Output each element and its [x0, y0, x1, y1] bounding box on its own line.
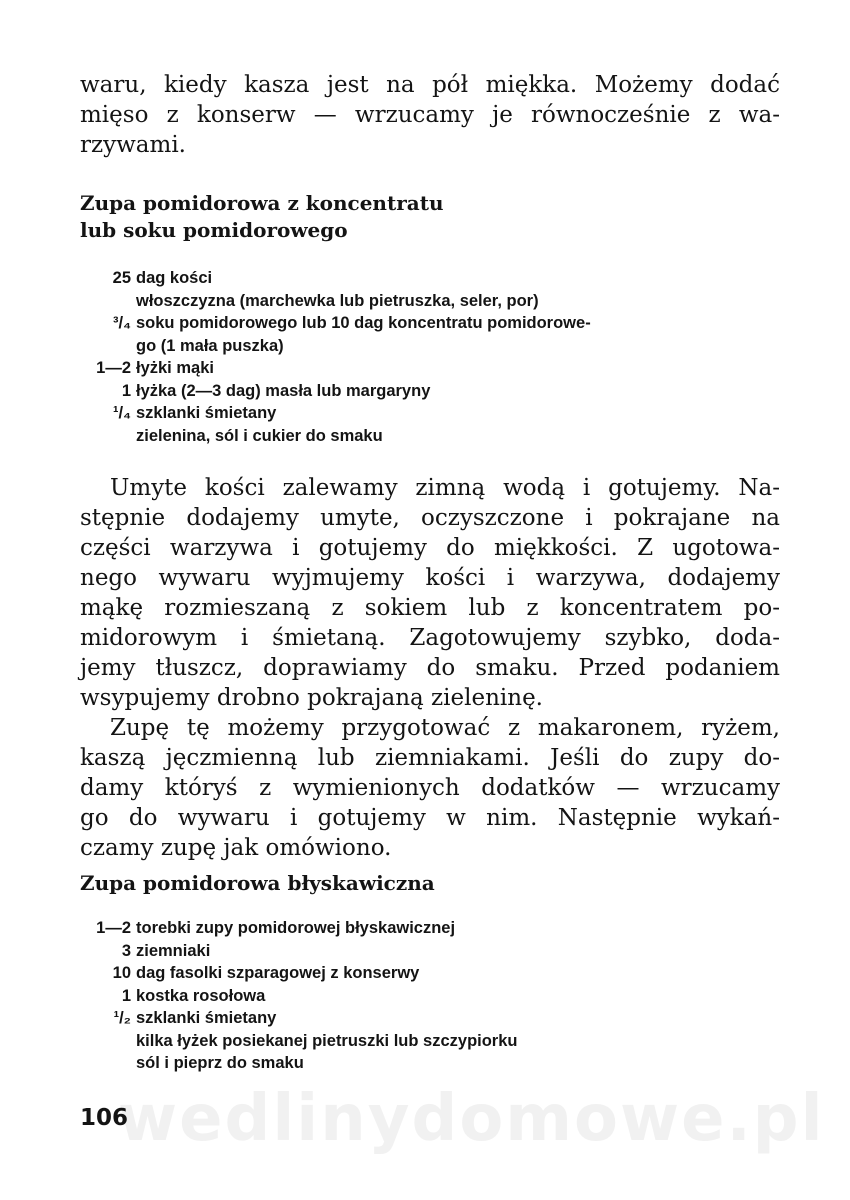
text-line: mięso z konserw — wrzucamy je równocześnie z wa- — [80, 102, 780, 128]
ingredient-text: torebki zupy pomidorowej błyskawicznej — [136, 919, 456, 937]
text-line: Zupę tę możemy przygotować z makaronem, ryżem, — [110, 715, 780, 741]
ingredient-item — [60, 917, 780, 940]
ingredient-item — [60, 1007, 780, 1030]
text-line: waru, kiedy kasza jest na pół miękka. Możemy dodać — [80, 72, 780, 98]
ingredient-item — [60, 380, 780, 403]
text-line: Umyte kości zalewamy zimną wodą i gotujemy. Na- — [110, 475, 780, 501]
ingredient-quantity: 3 — [121, 941, 131, 960]
text-line: go do wywaru i gotujemy w nim. Następnie wykań- — [80, 805, 780, 831]
ingredient-item — [60, 312, 780, 357]
ingredient-text: łyżki mąki — [136, 359, 214, 377]
ingredient-item — [60, 357, 780, 380]
ingredient-item — [60, 1052, 780, 1075]
ingredient-text: zielenina, sól i cukier do smaku — [136, 426, 383, 445]
text-line: wsypujemy drobno pokrajaną zieleninę. — [80, 685, 543, 711]
ingredient-quantity: 1 — [121, 986, 131, 1005]
recipe-title-tomato-concentrate: Zupa pomidorowa z koncentratu lub soku pomidorowego — [80, 191, 444, 242]
ingredient-quantity: 1—2 — [96, 359, 131, 377]
ingredient-text: ziemniaki — [136, 941, 211, 960]
watermark: wedlinydomowe.pl — [118, 1082, 825, 1156]
ingredient-item — [60, 1030, 780, 1053]
text-line: jemy tłuszcz, doprawiamy do smaku. Przed podaniem — [80, 655, 780, 681]
text-line: midorowym i śmietaną. Zagotowujemy szybko, doda- — [80, 625, 780, 651]
text-line: mąkę rozmieszaną z sokiem lub z koncentratem po- — [80, 595, 780, 621]
ingredient-item — [60, 985, 780, 1008]
ingredient-item — [60, 940, 780, 963]
ingredient-item — [60, 402, 780, 425]
intro-paragraph — [80, 70, 780, 160]
ingredient-item — [60, 290, 780, 313]
ingredient-text: łyżka (2—3 dag) masła lub margaryny — [136, 381, 431, 400]
ingredient-text: sól i pieprz do smaku — [136, 1054, 304, 1072]
text-line: nego wywaru wyjmujemy kości i warzywa, dodajemy — [80, 565, 780, 591]
ingredient-text: szklanki śmietany — [136, 1009, 277, 1027]
ingredient-text: kilka łyżek posiekanej pietruszki lub szczypiorku — [136, 1031, 518, 1050]
text-line: części warzywa i gotujemy do miękkości. Z ugotowa- — [80, 535, 780, 561]
ingredient-quantity: ³/₄ — [113, 314, 131, 332]
ingredient-quantity: ¹/₄ — [113, 404, 131, 422]
ingredient-quantity: 1 — [121, 381, 131, 400]
ingredient-text: dag fasolki szparagowej z konserwy — [136, 964, 420, 982]
ingredient-list-instant-tomato — [60, 917, 780, 1075]
page-number: 106 — [80, 1105, 129, 1131]
ingredient-item — [60, 267, 780, 290]
ingredient-text: szklanki śmietany — [136, 404, 277, 422]
ingredient-list-tomato-concentrate — [60, 267, 780, 447]
text-line: damy któryś z wymienionych dodatków — wrzucamy — [80, 775, 780, 801]
ingredient-text: kostka rosołowa — [136, 986, 266, 1005]
text-line: stępnie dodajemy umyte, oczyszczone i pokrajane na — [80, 505, 780, 531]
ingredient-quantity: ¹/₂ — [113, 1009, 131, 1027]
ingredient-text: dag kości — [136, 269, 213, 287]
ingredient-text: włoszczyzna (marchewka lub pietruszka, seler, por) — [136, 291, 539, 310]
ingredient-quantity: 25 — [112, 269, 131, 287]
text-line: rzywami. — [80, 132, 186, 158]
ingredient-item — [60, 962, 780, 985]
method-paragraph-2 — [80, 713, 780, 863]
ingredient-quantity: 1—2 — [96, 919, 131, 937]
text-line: czamy zupę jak omówiono. — [80, 835, 392, 861]
ingredient-quantity: 10 — [112, 964, 131, 982]
ingredient-text: soku pomidorowego lub 10 dag koncentratu pomidorowe- — [136, 314, 591, 332]
method-paragraph-1 — [80, 473, 780, 713]
ingredient-item — [60, 425, 780, 448]
ingredient-text-continued: go (1 mała puszka) — [136, 336, 284, 355]
text-line: kaszą jęczmienną lub ziemniakami. Jeśli do zupy do- — [80, 745, 780, 771]
recipe-title-instant-tomato: Zupa pomidorowa błyskawiczna — [80, 871, 435, 895]
